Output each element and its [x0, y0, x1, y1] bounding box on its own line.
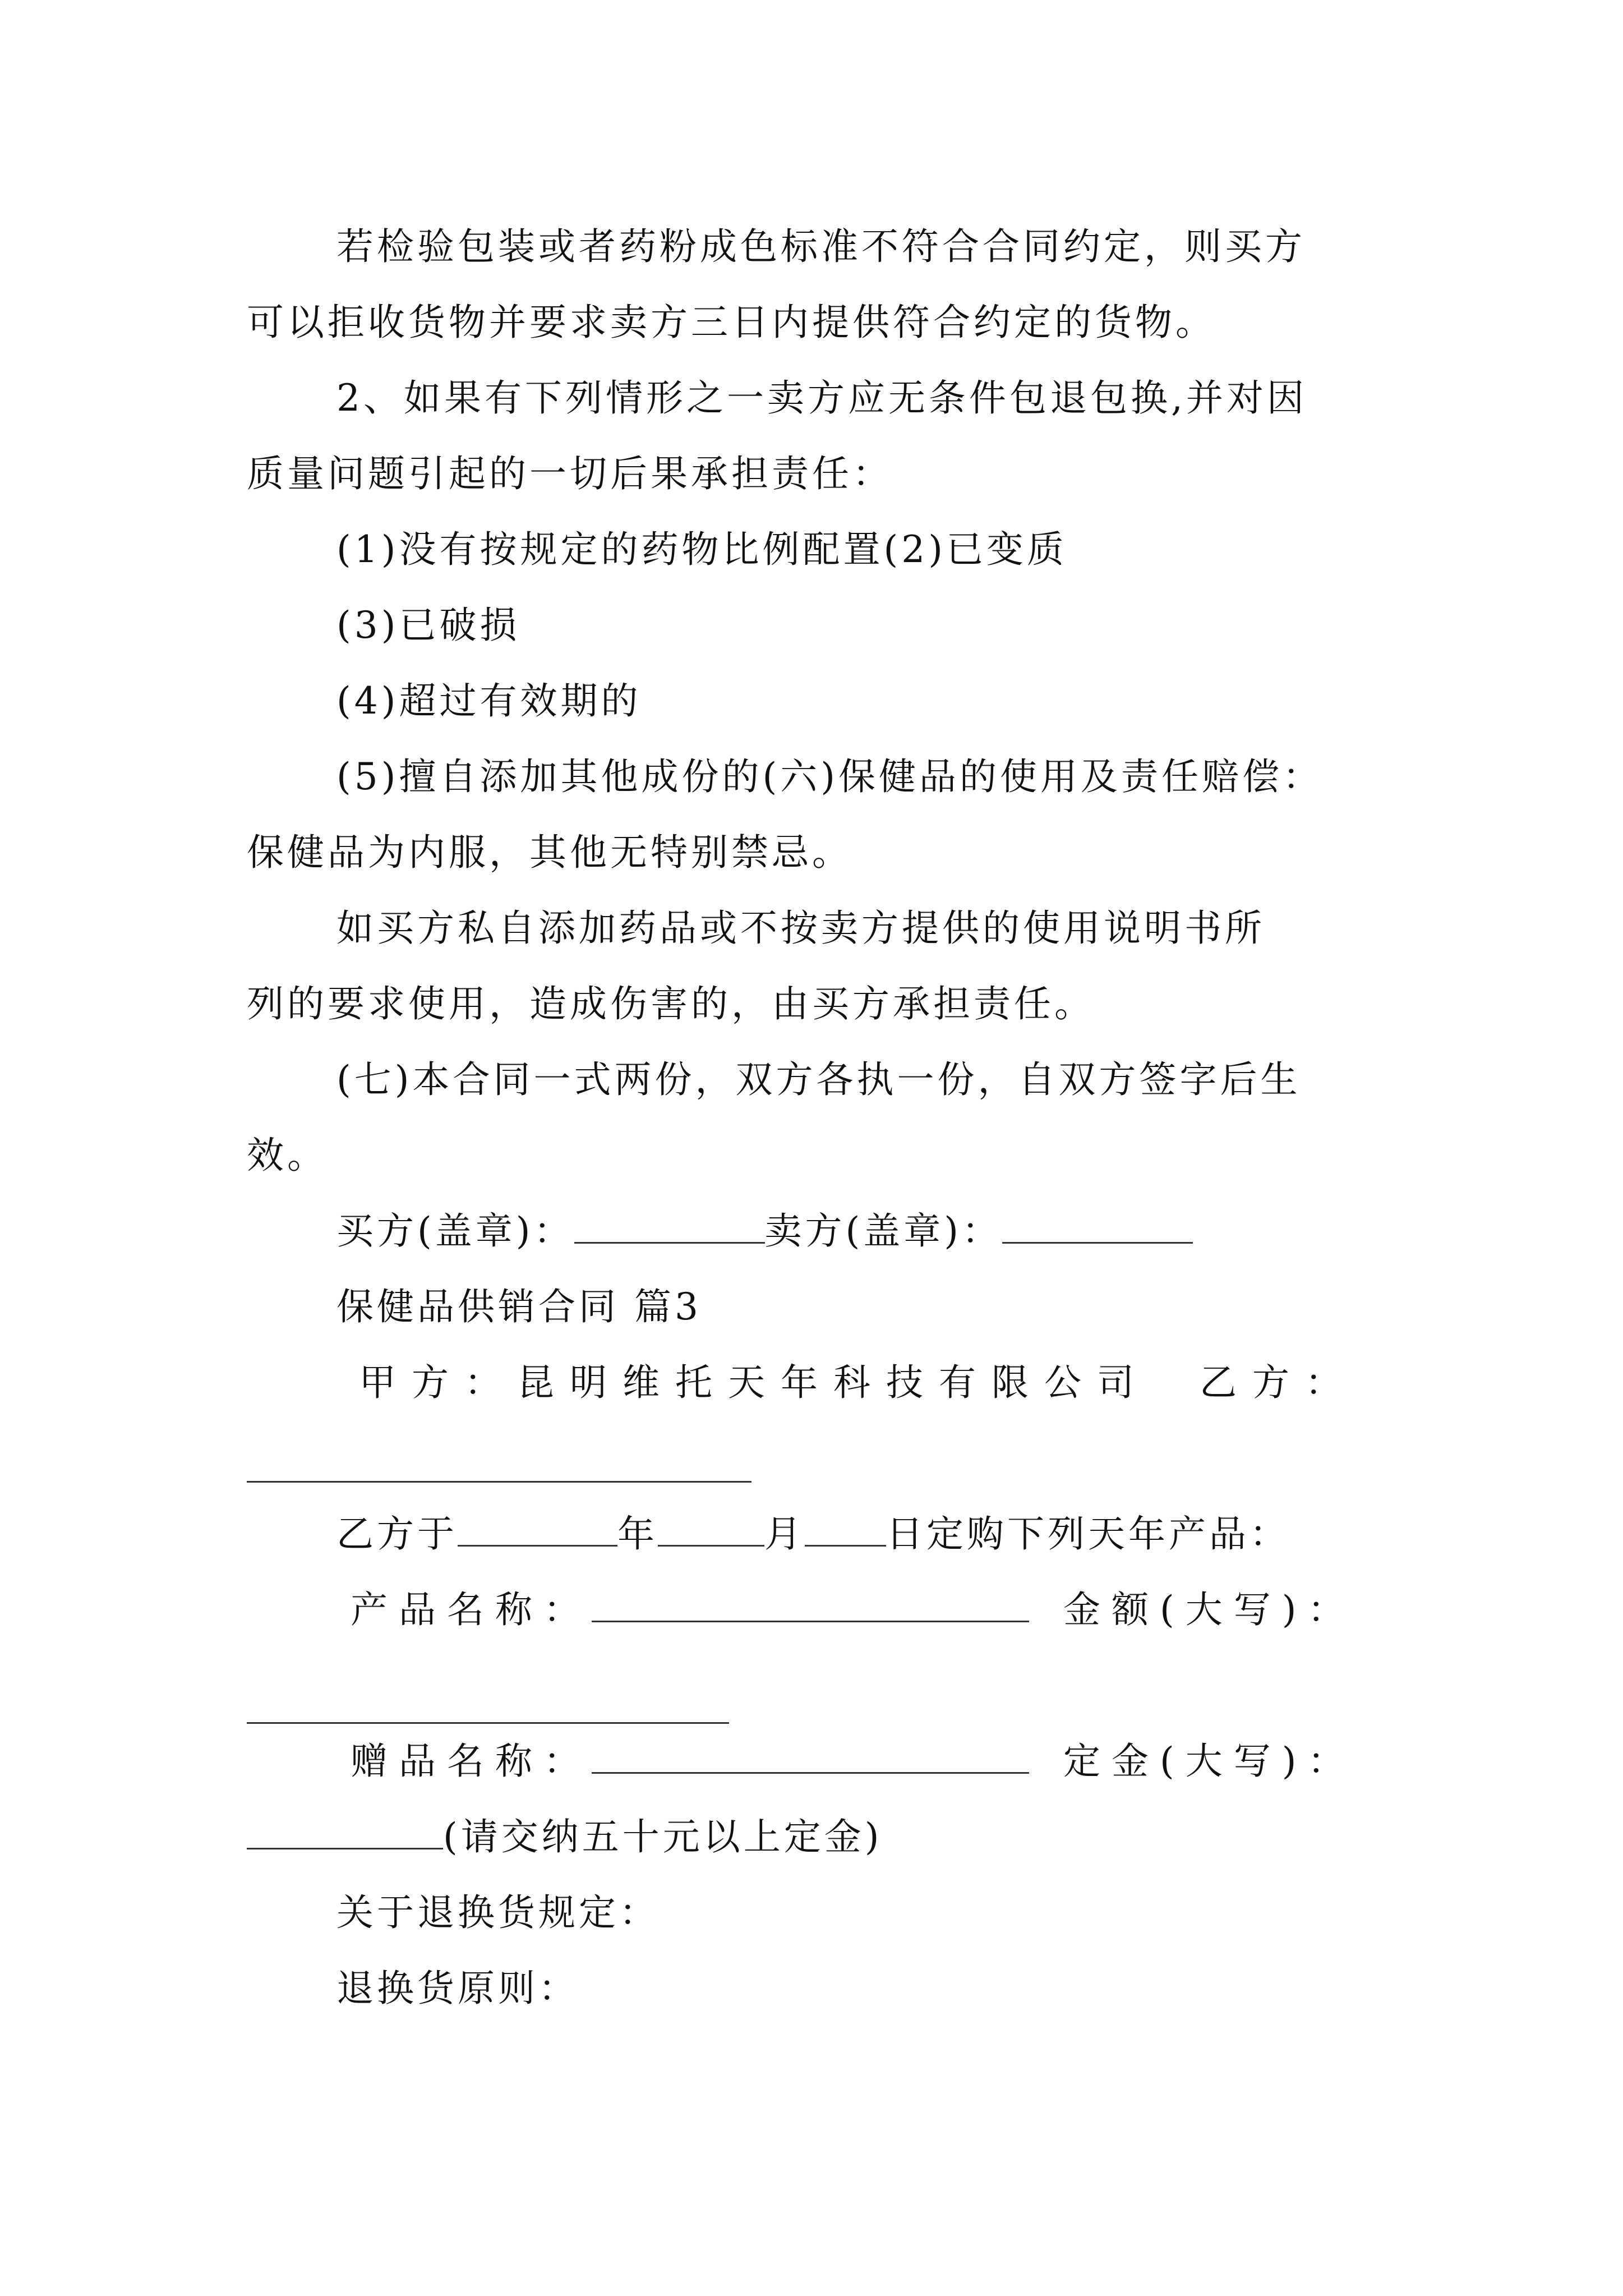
seller-seal-label: 卖方(盖章)：: [764, 1209, 1002, 1253]
list-item: (4)超过有效期的: [336, 679, 642, 723]
deposit-label: 定金(大写)：: [1063, 1740, 1356, 1783]
amount-blank: [247, 1722, 729, 1724]
buyer-seal-blank: [574, 1211, 765, 1244]
buyer-seal-label: 买方(盖章)：: [336, 1209, 574, 1253]
paragraph-line: 列的要求使用，造成伤害的，由买方承担责任。: [247, 982, 1095, 1025]
gift-name-label: 赠品名称：: [351, 1740, 592, 1783]
party-a-label: 甲方：: [359, 1361, 517, 1404]
order-prefix: 乙方于: [336, 1512, 458, 1556]
order-month: 月: [764, 1512, 805, 1556]
party-line: [359, 1358, 1358, 1408]
paragraph-line: 2、如果有下列情形之一卖方应无条件包退包换,并对因: [336, 376, 1307, 420]
deposit-blank: [247, 1816, 443, 1849]
deposit-note: (请交纳五十元以上定金): [443, 1815, 883, 1858]
amount-label: 金额(大写)：: [1063, 1588, 1356, 1631]
order-suffix: 日定购下列天年产品：: [886, 1512, 1290, 1556]
paragraph-line: 若检验包装或者药粉成色标准不符合合同约定，则买方: [336, 225, 1306, 268]
product-name-label: 产品名称：: [351, 1588, 592, 1631]
day-blank: [805, 1513, 886, 1547]
order-line: [336, 1509, 1290, 1559]
party-b-blank: [247, 1481, 751, 1483]
year-blank: [458, 1513, 617, 1547]
gift-line: [351, 1736, 1355, 1787]
paragraph-line: 质量问题引起的一切后果承担责任：: [247, 452, 893, 495]
paragraph-line: 效。: [247, 1134, 328, 1177]
return-principle-heading: 退换货原则：: [336, 1967, 579, 2010]
deposit-line: [247, 1812, 883, 1862]
list-item: (5)擅自添加其他成份的(六)保健品的使用及责任赔偿：: [336, 755, 1323, 798]
party-b-label: 乙方：: [1199, 1361, 1358, 1404]
list-item: (3)已破损: [336, 604, 520, 647]
signature-line: [336, 1206, 1193, 1257]
party-a-name: 昆明维托天年科技有限公司: [517, 1361, 1150, 1404]
list-item: (1)没有按规定的药物比例配置(2)已变质: [336, 528, 1067, 571]
product-name-blank: [592, 1589, 1029, 1622]
seller-seal-blank: [1002, 1211, 1193, 1244]
month-blank: [658, 1513, 764, 1547]
order-year: 年: [617, 1512, 658, 1556]
gift-name-blank: [592, 1741, 1029, 1774]
paragraph-line: 可以拒收货物并要求卖方三日内提供符合约定的货物。: [247, 301, 1216, 344]
paragraph-line: 如买方私自添加药品或不按卖方提供的使用说明书所: [336, 907, 1265, 950]
product-line: [351, 1585, 1355, 1635]
paragraph-line: (七)本合同一式两份，双方各执一份，自双方签字后生: [336, 1058, 1301, 1101]
return-rules-heading: 关于退换货规定：: [336, 1891, 660, 1934]
paragraph-line: 保健品为内服，其他无特别禁忌。: [247, 831, 852, 874]
section-title: 保健品供销合同 篇3: [336, 1285, 702, 1328]
